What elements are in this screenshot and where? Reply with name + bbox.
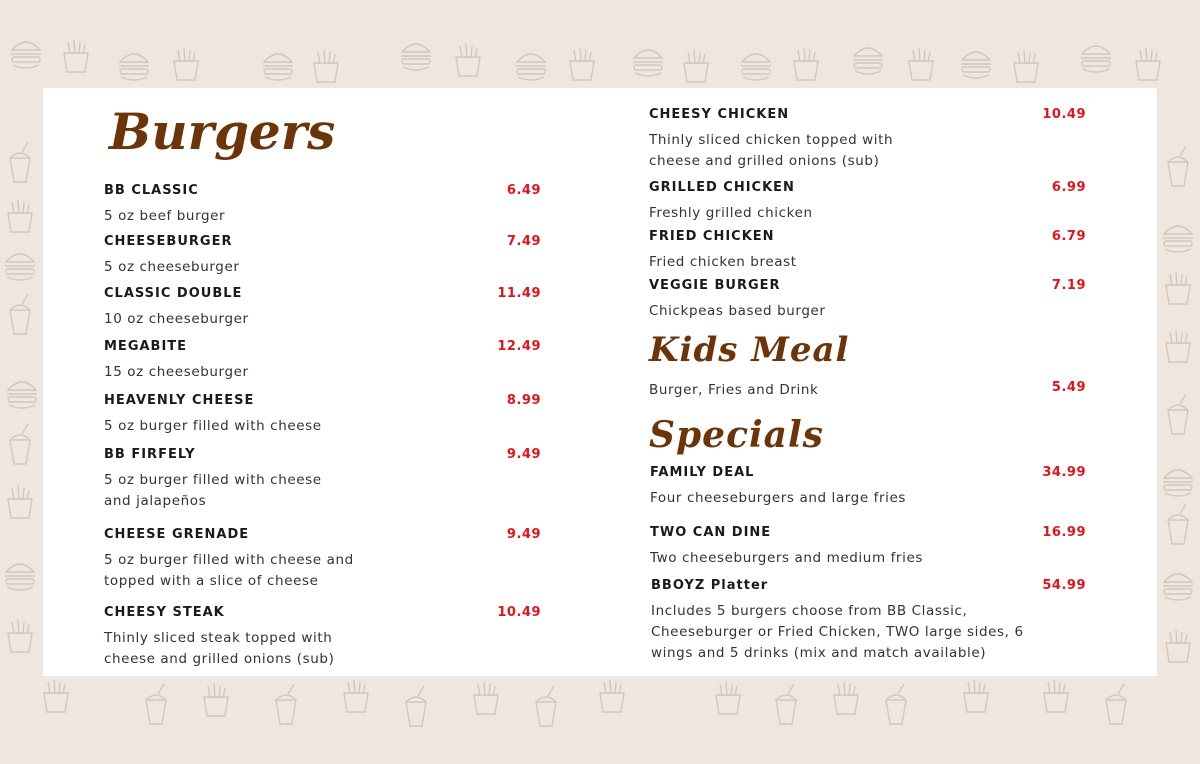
item-description: Two cheeseburgers and medium fries xyxy=(650,550,923,566)
item-price: 12.49 xyxy=(497,339,541,354)
item-name: VEGGIE BURGER xyxy=(649,278,781,293)
item-description: 5 oz cheeseburger xyxy=(104,259,240,275)
kids-meal-heading: Kids Meal xyxy=(649,330,850,370)
item-description: Includes 5 burgers choose from BB Classic, Cheeseburger or Fried Chicken, TWO large sides, 6 wings and 5 drinks (mix and match available) xyxy=(651,603,1024,661)
menu-card xyxy=(43,88,1157,676)
item-price: 16.99 xyxy=(1042,525,1086,540)
specials-heading: Specials xyxy=(649,414,824,456)
item-name: FAMILY DEAL xyxy=(650,465,755,480)
item-price: 7.49 xyxy=(506,234,541,249)
item-price: 9.49 xyxy=(506,527,541,542)
item-name: CHEESEBURGER xyxy=(104,234,233,249)
item-price: 6.79 xyxy=(1051,229,1086,244)
item-name: FRIED CHICKEN xyxy=(649,229,775,244)
item-price: 6.49 xyxy=(506,183,541,198)
item-price: 7.19 xyxy=(1051,278,1086,293)
item-price: 5.49 xyxy=(1051,380,1086,395)
item-name: GRILLED CHICKEN xyxy=(649,180,795,195)
item-price: 9.49 xyxy=(506,447,541,462)
item-description: 5 oz burger filled with cheese and topped with a slice of cheese xyxy=(104,552,354,589)
item-name: TWO CAN DINE xyxy=(650,525,772,540)
item-name: BB CLASSIC xyxy=(104,183,199,198)
item-description: Four cheeseburgers and large fries xyxy=(650,490,907,506)
item-name: MEGABITE xyxy=(104,339,188,354)
item-name: HEAVENLY CHEESE xyxy=(104,393,255,408)
item-description: Thinly sliced steak topped with cheese and grilled onions (sub) xyxy=(104,630,335,667)
item-description: Chickpeas based burger xyxy=(649,303,826,319)
item-description: Freshly grilled chicken xyxy=(649,205,813,221)
item-description: 10 oz cheeseburger xyxy=(104,311,249,327)
item-description: Fried chicken breast xyxy=(649,254,797,270)
item-name: CLASSIC DOUBLE xyxy=(104,286,243,301)
item-description: 5 oz burger filled with cheese xyxy=(104,418,322,434)
item-price: 54.99 xyxy=(1042,578,1086,593)
item-description: 15 oz cheeseburger xyxy=(104,364,249,380)
item-price: 6.99 xyxy=(1051,180,1086,195)
item-name: CHEESY STEAK xyxy=(104,605,225,620)
item-name: BBOYZ Platter xyxy=(651,578,769,593)
item-description: 5 oz burger filled with cheese and jalapeños xyxy=(104,472,322,509)
item-description: Thinly sliced chicken topped with cheese and grilled onions (sub) xyxy=(649,132,894,169)
item-description: 5 oz beef burger xyxy=(104,208,226,224)
item-name: BB FIRFELY xyxy=(104,447,196,462)
item-price: 10.49 xyxy=(1042,107,1086,122)
item-price: 11.49 xyxy=(497,286,541,301)
item-name: CHEESE GRENADE xyxy=(104,527,250,542)
item-price: 10.49 xyxy=(497,605,541,620)
item-description: Burger, Fries and Drink xyxy=(649,382,819,398)
item-price: 34.99 xyxy=(1042,465,1086,480)
burgers-heading: Burgers xyxy=(109,102,336,161)
item-price: 8.99 xyxy=(506,393,541,408)
item-name: CHEESY CHICKEN xyxy=(649,107,790,122)
